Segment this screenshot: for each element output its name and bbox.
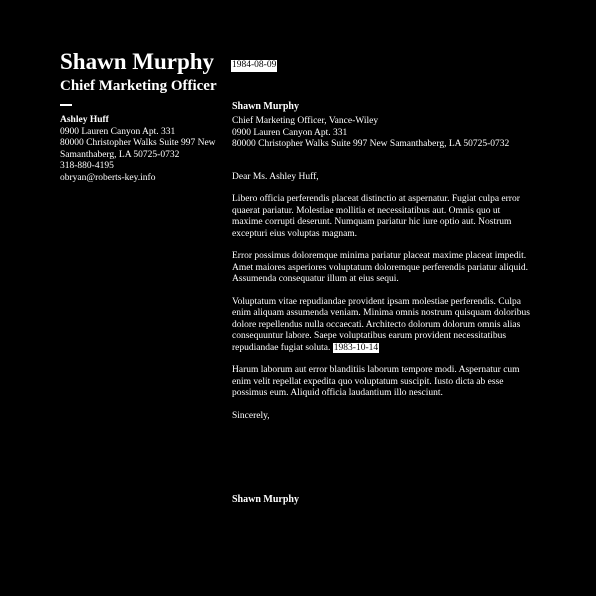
paragraph: Libero officia perferendis placeat distinctio at aspernatur. Fugiat culpa error quaerat pariatur. Molestiae mollitia et necessitatibus aut. Omnis quo ut maxime corrupti deserunt. Numquam pariatur hic iure optio aut. Nostrum excepturi eius voluptas magnam.: [232, 194, 520, 239]
greeting: Dear Ms. Ashley Huff,: [232, 171, 319, 182]
closing: Sincerely,: [232, 410, 270, 421]
recipient-address-line: 80000 Christopher Walks Suite 997 New: [60, 138, 216, 148]
paragraph-text: Voluptatum vitae repudiandae provident ipsam molestiae perferendis. Culpa enim aliquam assumenda veniam. Minima omnis nostrum quisquam doloribus dolore repellendus nulla occaecati. Architecto dolorum dolorum omnis alias consequuntur labore. Saepe voluptatibus earum provident necessitatibus repudiandae fugiat soluta.: [232, 296, 530, 353]
paragraph: Harum laborum aut error blanditiis laborum tempore modi. Aspernatur cum enim velit repellat expedita quo voluptatum suscipit. Iusto dicta ab esse possimus eum. Aliquid officia laudantium illo nesciunt.: [232, 365, 520, 398]
sender-name: Shawn Murphy: [60, 49, 215, 74]
addressee-line: 80000 Christopher Walks Suite 997 New Samanthaberg, LA 50725-0732: [232, 139, 510, 149]
recipient-contact: [60, 115, 230, 184]
recipient-address-line: 0900 Lauren Canyon Apt. 331: [60, 126, 176, 137]
sender-title: Chief Marketing Officer: [60, 78, 217, 94]
recipient-email: obryan@roberts-key.info: [60, 172, 156, 183]
paragraph: Error possimus doloremque minima pariatur placeat maxime placeat impedit. Amet maiores asperiores voluptatum doloremque perferendis pariatur aliquid. Assumenda consequatur illum at eius sequi.: [232, 251, 528, 284]
signature-name: Shawn Murphy: [232, 494, 299, 505]
addressee-line: 0900 Lauren Canyon Apt. 331: [232, 127, 348, 138]
recipient-phone: 318-880-4195: [60, 161, 114, 171]
inline-date: 1983-10-14: [333, 342, 379, 353]
paragraph: [232, 297, 532, 355]
recipient-name: Ashley Huff: [60, 115, 109, 125]
recipient-address-line: Samanthaberg, LA 50725-0732: [60, 149, 180, 160]
addressee-block: [232, 116, 532, 151]
addressee-name: Shawn Murphy: [232, 100, 299, 112]
divider: [60, 104, 72, 106]
addressee-line: Chief Marketing Officer, Vance-Wiley: [232, 116, 379, 126]
letter-body: [232, 60, 532, 422]
sender-column: [60, 48, 230, 184]
letter-date: 1984-08-09: [232, 60, 277, 70]
